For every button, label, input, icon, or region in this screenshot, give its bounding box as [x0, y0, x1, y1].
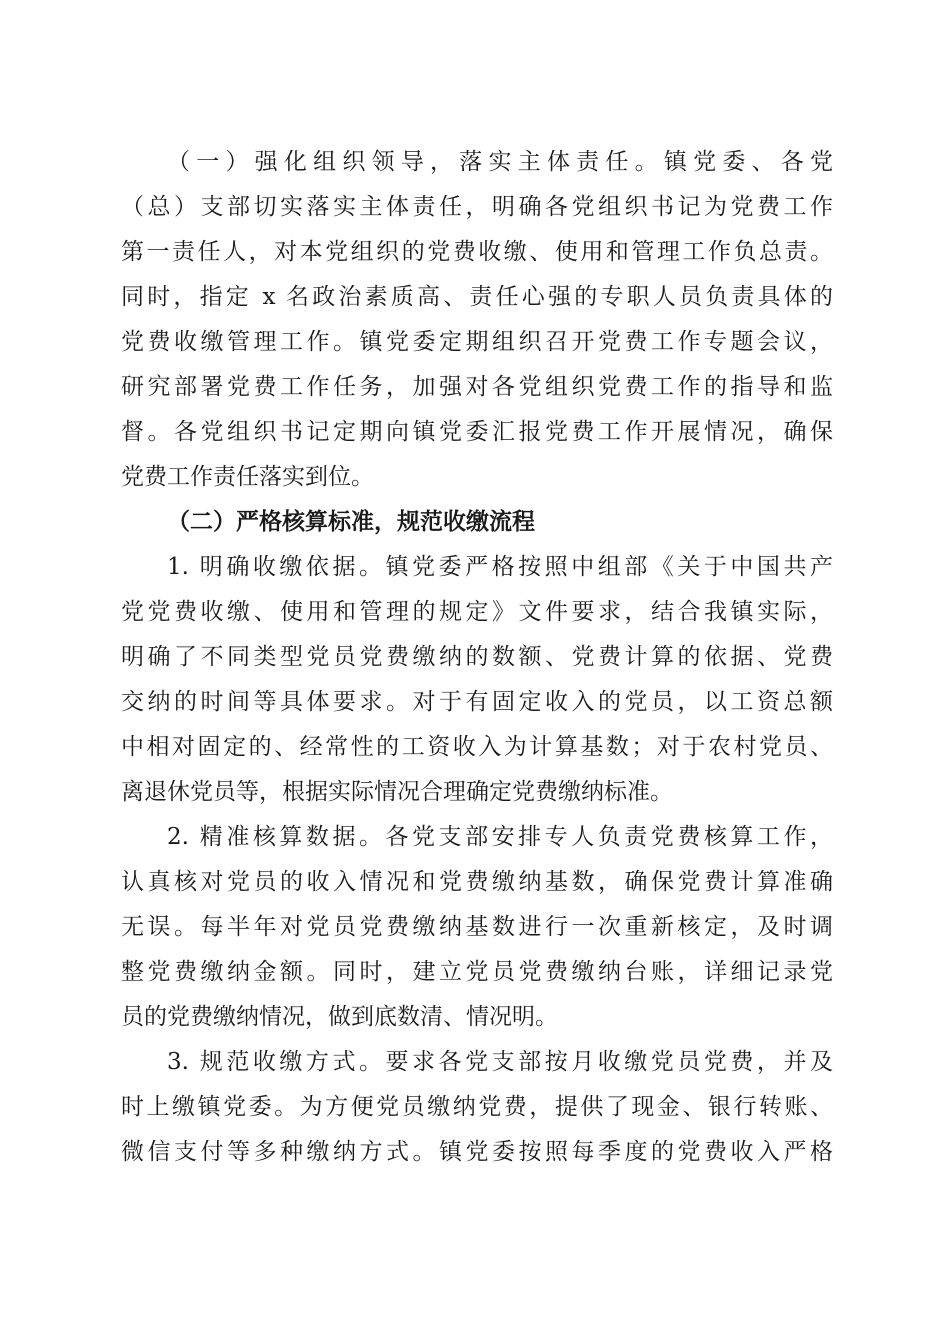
p5-line-2: 时上缴镇党委。为方便党员缴纳党费，提供了现金、银行转账、 — [121, 1094, 833, 1120]
p1-line-5: 党费收缴管理工作。镇党委定期组织召开党费工作专题会议， — [121, 329, 833, 355]
p4-line-1: 2. 精准核算数据。各党支部安排专人负责党费核算工作， — [167, 824, 833, 850]
p1-line-4: 同时，指定 x 名政治素质高、责任心强的专职人员负责具体的 — [121, 284, 833, 310]
p3-line-2: 党党费收缴、使用和管理的规定》文件要求，结合我镇实际， — [121, 599, 833, 625]
p1-line-6: 研究部署党费工作任务，加强对各党组织党费工作的指导和监 — [121, 374, 833, 400]
p3-line-1: 1. 明确收缴依据。镇党委严格按照中组部《关于中国共产 — [167, 554, 833, 580]
p4-line-4: 整党费缴纳金额。同时，建立党员党费缴纳台账，详细记录党 — [121, 959, 833, 985]
p3-line-5: 中相对固定的、经常性的工资收入为计算基数；对于农村党员、 — [121, 734, 833, 760]
p1-line-1: （一）强化组织领导，落实主体责任。镇党委、各党 — [167, 149, 833, 175]
p1-line-8: 党费工作责任落实到位。 — [121, 464, 374, 490]
p3-line-6: 离退休党员等，根据实际情况合理确定党费缴纳标准。 — [121, 779, 673, 805]
p5-line-1: 3. 规范收缴方式。要求各党支部按月收缴党员党费，并及 — [167, 1049, 833, 1075]
p1-line-7: 督。各党组织书记定期向镇党委汇报党费工作开展情况，确保 — [121, 419, 833, 445]
p4-line-3: 无误。每半年对党员党费缴纳基数进行一次重新核定，及时调 — [121, 914, 833, 940]
p1-line-2: （总）支部切实落实主体责任，明确各党组织书记为党费工作 — [121, 194, 833, 220]
section-heading: （二）严格核算标准，规范收缴流程 — [167, 508, 535, 535]
p3-line-3: 明确了不同类型党员党费缴纳的数额、党费计算的依据、党费 — [121, 644, 833, 670]
p4-line-5: 员的党费缴纳情况，做到底数清、情况明。 — [121, 1004, 558, 1030]
p3-line-4: 交纳的时间等具体要求。对于有固定收入的党员，以工资总额 — [121, 689, 833, 715]
p4-line-2: 认真核对党员的收入情况和党费缴纳基数，确保党费计算准确 — [121, 869, 833, 895]
p1-line-3: 第一责任人，对本党组织的党费收缴、使用和管理工作负总责。 — [121, 239, 833, 265]
p5-line-3: 微信支付等多种缴纳方式。镇党委按照每季度的党费收入严格 — [121, 1139, 833, 1165]
